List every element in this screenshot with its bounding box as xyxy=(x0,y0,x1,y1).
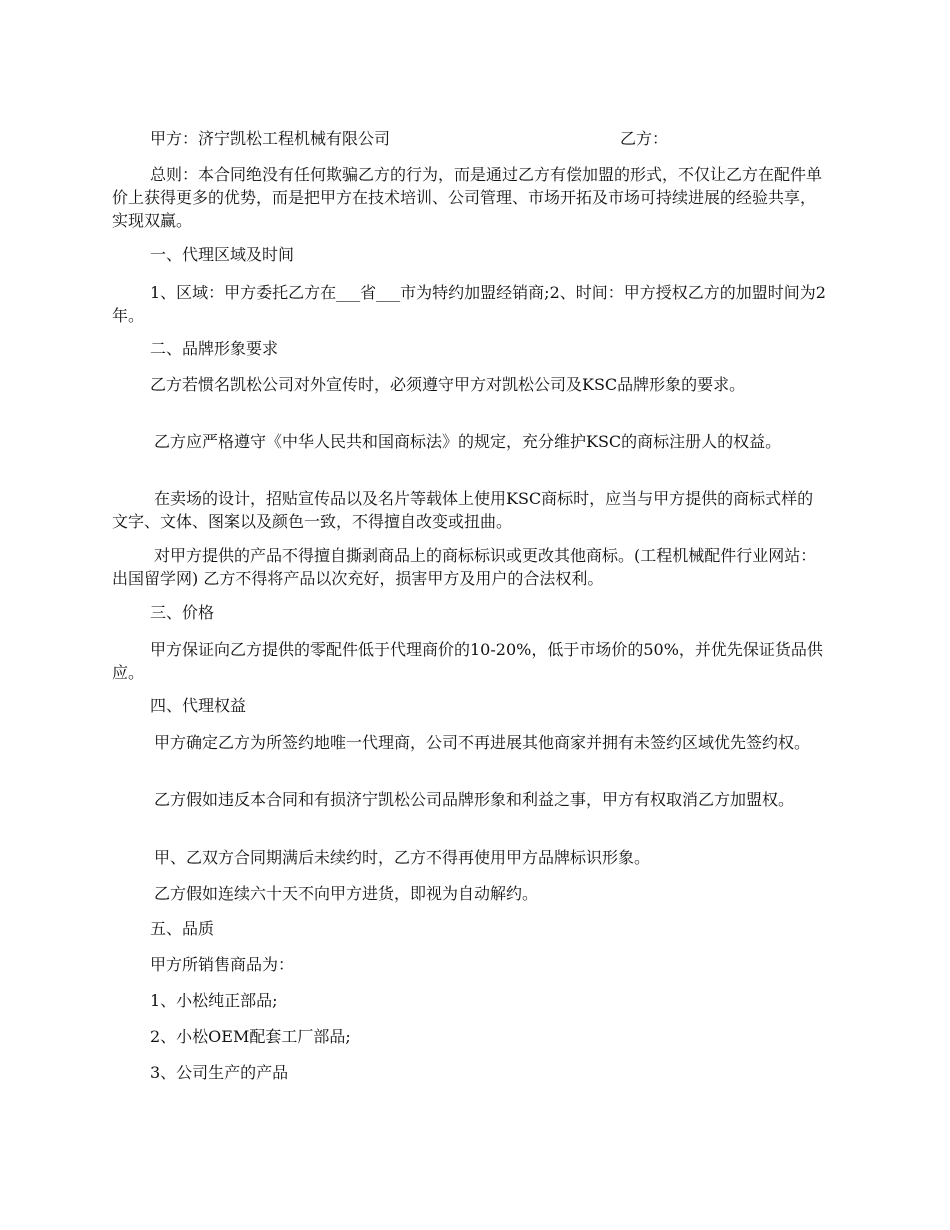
paragraph: 乙方应严格遵守《中华人民共和国商标法》的规定，充分维护KSC的商标注册人的权益。 xyxy=(154,432,782,451)
paragraph: 甲方确定乙方为所签约地唯一代理商，公司不再进展其他商家并拥有未签约区域优先签约权。 xyxy=(154,733,811,752)
paragraph: 甲方所销售商品为： xyxy=(150,955,295,974)
section-heading-3: 三、价格 xyxy=(150,603,215,622)
section-heading-4: 四、代理权益 xyxy=(150,696,247,715)
paragraph: 甲方保证向乙方提供的零配件低于代理商价的10-20%，低于市场价的50%，并优先保证货品供应。 xyxy=(112,640,823,682)
list-item: 3、公司生产的产品 xyxy=(150,1063,289,1082)
section-heading-5: 五、品质 xyxy=(150,919,215,938)
party-b-label: 乙方： xyxy=(620,129,669,148)
paragraph: 乙方假如连续六十天不向甲方进货，即视为自动解约。 xyxy=(154,884,539,903)
paragraph: 甲、乙双方合同期满后未续约时，乙方不得再使用甲方品牌标识形象。 xyxy=(154,848,651,867)
paragraph: 在卖场的设计，招贴宣传品以及名片等载体上使用KSC商标时，应当与甲方提供的商标式样的文字、文体、图案以及颜色一致，不得擅自改变或扭曲。 xyxy=(112,489,814,531)
paragraph: 乙方若惯名凯松公司对外宣传时，必须遵守甲方对凯松公司及KSC品牌形象的要求。 xyxy=(150,375,746,394)
list-item: 2、小松OEM配套工厂部品; xyxy=(150,1027,351,1046)
party-a-label: 甲方：济宁凯松工程机械有限公司 xyxy=(150,129,391,148)
section-heading-1: 一、代理区域及时间 xyxy=(150,245,295,264)
paragraph: 对甲方提供的产品不得擅自撕剥商品上的商标标识或更改其他商标。(工程机械配件行业网站：出国留学网) 乙方不得将产品以次充好，损害甲方及用户的合法权利。 xyxy=(112,546,817,588)
list-item: 1、小松纯正部品; xyxy=(150,991,278,1010)
paragraph: 1、区域：甲方委托乙方在___省___市为特约加盟经销商;2、时间：甲方授权乙方的加盟时间为2年。 xyxy=(112,283,826,325)
general-clause: 总则：本合同绝没有任何欺骗乙方的行为，而是通过乙方有偿加盟的形式，不仅让乙方在配件单价上获得更多的优势，而是把甲方在技术培训、公司管理、市场开拓及市场可持续进展的经验共享，实现双赢。 xyxy=(112,165,823,230)
section-heading-2: 二、品牌形象要求 xyxy=(150,339,279,358)
paragraph: 乙方假如违反本合同和有损济宁凯松公司品牌形象和利益之事，甲方有权取消乙方加盟权。 xyxy=(154,790,795,809)
